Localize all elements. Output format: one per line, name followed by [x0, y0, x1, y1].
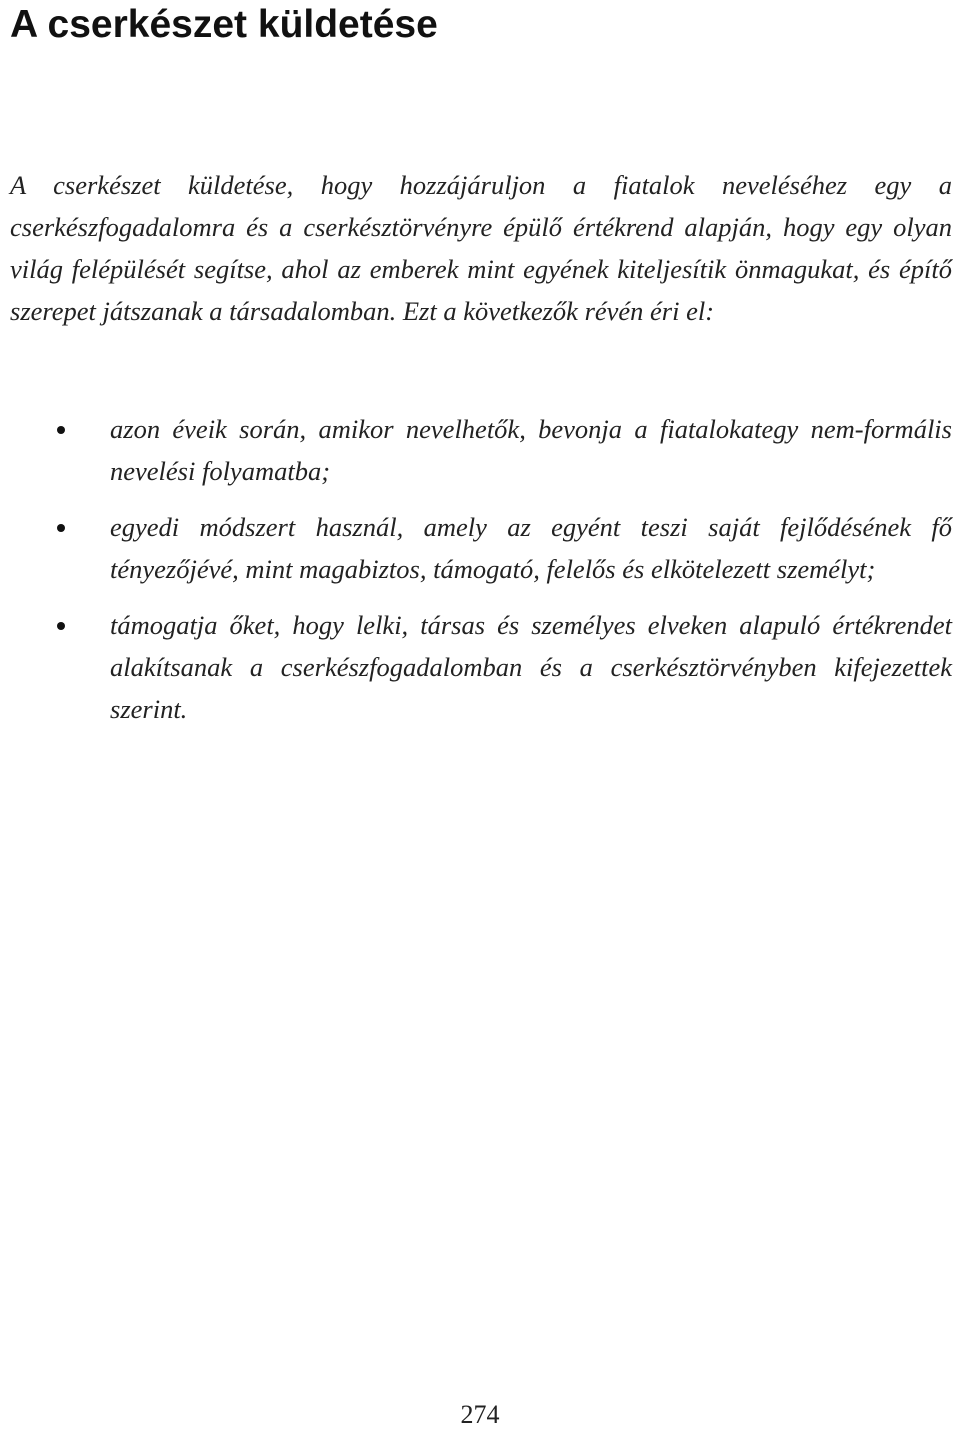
bullet-item-method: [0, 506, 952, 590]
bullet-item-values: [0, 604, 952, 730]
bullet-item-nonformal: [0, 408, 952, 492]
bullet-icon: [57, 524, 65, 532]
page-number: 274: [460, 1400, 500, 1429]
bullet-text: támogatja őket, hogy lelki, társas és személyes elveken alapuló értékrendet alakítsanak a cserkészfogadalomban és a cserkésztörvényben kifejezettek szerint.: [110, 610, 952, 724]
page-title: A cserkészet küldetése: [10, 3, 438, 46]
bullet-text: azon éveik során, amikor nevelhetők, bevonja a fiatalokategy nem-formális nevelési folyamatba;: [110, 414, 952, 486]
mission-bullet-list: [0, 408, 960, 744]
intro-paragraph: A cserkészet küldetése, hogy hozzájáruljon a fiatalok neveléséhez egy a cserkészfogadalomra és a cserkésztörvényre épülő értékrend alapján, hogy egy olyan világ felépülését segítse, ahol az emberek mint egyének kiteljesítik önmagukat, és építő szerepet játszanak a társadalomban. Ezt a következők révén éri el:: [10, 170, 952, 326]
bullet-text: egyedi módszert használ, amely az egyént teszi saját fejlődésének fő tényezőjévé, mint magabiztos, támogató, felelős és elkötelezett személyt;: [110, 512, 952, 584]
bullet-icon: [57, 622, 65, 630]
bullet-icon: [57, 426, 65, 434]
